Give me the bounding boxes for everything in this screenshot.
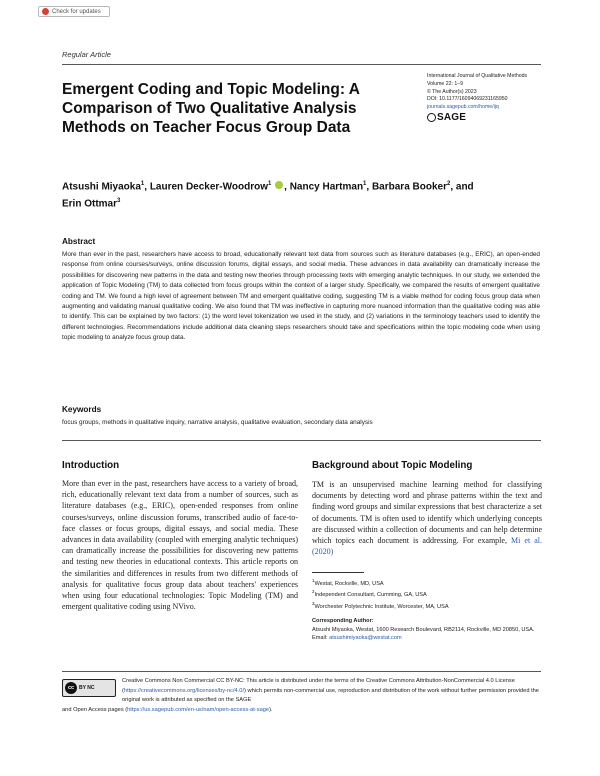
keywords-divider [62, 440, 541, 441]
author-list: Atsushi Miyaoka$^1$, Lauren Decker-Woodrow$^1$ , Nancy Hartman$^1$, Barbara Booker$^2$, and Erin Ottmar$^3$ [62, 181, 474, 210]
background-paragraph [312, 479, 542, 557]
license-text [122, 677, 542, 706]
orcid-icon[interactable] [275, 181, 283, 189]
updates-icon [42, 8, 49, 15]
license-text-continued [62, 706, 542, 716]
introduction-heading: Introduction [62, 460, 120, 471]
affiliation-text: Westat, Rockville, MD, USA [314, 580, 384, 587]
cc-license-logo[interactable] [62, 679, 116, 697]
abstract-text: More than ever in the past, researchers have access to broad, educationally relevant text data from sources such as literature databases (e.g., ERIC), an open-ended response from online courses/surveys, online discussion forums, digital essays, and social media. These advances in data availability can dramatically increase the possibilities for discovering new patterns in the data and testing new theories through processing texts with emerging analytic techniques. In our study, we extended the application of Topic Modeling (TM) to data collected from focus groups within the context of a larger study. Specifically, we compared the results of emergent qualitative coding and TM. We found a high level of agreement between TM and emergent qualitative coding, suggesting TM is a viable method for coding focus group data when augmenting and validating manual qualitative coding. We also found that TM was ineffective in capturing more nuanced information than the qualitative coding was able to identify. This can be explained by two factors: (1) the word level tokenization we used in the study, and (2) variations in the terminology teachers used to identify the different technologies. Recommendations include additional data cleaning steps researchers should take and specifications within the topic modeling code when using topic modeling to analyze focus group data. [62, 251, 540, 342]
article-title: Emergent Coding and Topic Modeling: A Comparison of Two Qualitative Analysis Methods on Teacher Focus Group Data [62, 81, 360, 136]
affiliation-marker: 3 [312, 600, 315, 606]
author-affiliation-marker: 1 [363, 181, 367, 187]
author-affiliation-marker: 1 [268, 181, 272, 187]
author-name: Barbara Booker [371, 181, 447, 193]
corresponding-author-email-row [312, 634, 542, 643]
citation-link[interactable]: Mi et al. (2020) [312, 536, 543, 557]
author-conjunction: and [455, 181, 474, 193]
background-heading: Background about Topic Modeling [312, 460, 473, 471]
sage-logo [427, 113, 547, 122]
introduction-text: More than ever in the past, researchers have access to a variety of broad, rich, educationally relevant text data from a number of sources, such as literature databases (e.g., ERIC), open-ended responses from online courses/surveys, online discussion forums, transcribed audio of face-to-face classes or focus groups, digital essays, and social media. These advances in data availability (coupled with emerging analytic techniques) can dramatically increase the possibilities for discovering new patterns and testing new theories in educational contexts. This article reports on the similarities and differences in results from two different methods of analysis for qualitative focus group data about teachers' experiences when using four educational technologies: Topic Modeling (TM) and emergent qualitative coding using NVivo. [62, 479, 298, 612]
header-divider [62, 64, 541, 65]
license-text-part: ). [269, 707, 273, 713]
author-affiliation-marker: 2 [446, 181, 451, 187]
email-link[interactable]: atsushimiyaoka@westat.com [329, 635, 402, 642]
author-name: Nancy Hartman [289, 181, 364, 193]
cc-terms-label: BY NC [79, 685, 95, 691]
background-text: TM is an unsupervised machine learning method for classifying documents by detecting word and phrase patterns within the text and finding word groups and similar expressions that best characterize a set of documents. TM is often used to identify which underlying concepts are discussed within a collection of documents and can help determine which topics each document is addressing. For example, [312, 480, 542, 546]
affiliation-item [312, 588, 542, 599]
journal-info [427, 73, 547, 122]
abstract-heading: Abstract [62, 237, 96, 246]
affiliations [312, 577, 542, 611]
affiliation-text: Independent Consultant, Cumming, GA, USA [314, 592, 427, 599]
email-label: Email: [312, 635, 328, 642]
corresponding-author-label: Corresponding Author: [312, 618, 374, 624]
license-link[interactable]: https://creativecommons.org/licenses/by-nc/4.0/ [123, 687, 245, 694]
keywords-heading: Keywords [62, 405, 102, 414]
corresponding-author-address: Atsushi Miyaoka, Westat, 1600 Research Boulevard, RB2114, Rockville, MD 20850, USA. [312, 626, 535, 633]
author-affiliation-marker: 1 [140, 181, 145, 187]
corresponding-author [312, 617, 542, 643]
sage-logo-icon [427, 113, 436, 122]
affiliation-marker: 2 [312, 589, 315, 595]
author-name: Atsushi Miyaoka [62, 181, 141, 193]
keywords-text: focus groups, methods in qualitative inquiry, narrative analysis, qualitative evaluation, secondary data analysis [62, 419, 373, 426]
affiliation-item [312, 600, 542, 611]
sage-logo-text: SAGE [437, 111, 467, 123]
open-access-link[interactable]: https://us.sagepub.com/en-us/nam/open-access-at-sage [127, 707, 270, 713]
author-name: Erin Ottmar [62, 198, 118, 210]
journal-volume: Volume 22: 1–9 [427, 80, 464, 87]
journal-doi[interactable]: DOI: 10.1177/16094069231165950 [427, 96, 508, 103]
affiliation-item [312, 577, 542, 588]
journal-url[interactable]: journals.sagepub.com/home/ijq [427, 104, 499, 111]
journal-copyright: © The Author(s) 2023 [427, 88, 477, 95]
license-text-part: and Open Access pages ( [62, 707, 128, 713]
author-name: Lauren Decker-Woodrow [149, 181, 268, 193]
license-divider [62, 671, 541, 672]
journal-name: International Journal of Qualitative Methods [427, 73, 528, 79]
check-for-updates-badge[interactable] [38, 6, 110, 17]
cc-icon: cc [65, 682, 77, 694]
license-text-part: Creative Commons Non Commercial CC BY-NC: This article is distributed under the terms of the Creative Commons Attribution-NonCommercial 4.0 License ( [122, 678, 515, 694]
license-text-part: ) which permits non-commercial use, reproduction and distribution of the work without further permission provided the original work is attributed as specified on the SAGE [122, 687, 539, 704]
affiliation-divider [312, 572, 364, 573]
article-type: Regular Article [62, 50, 111, 59]
affiliation-text: Worchester Polytechnic Institute, Worcester, MA, USA [314, 603, 449, 610]
author-affiliation-marker: 3 [117, 198, 121, 205]
check-for-updates-label: Check for updates [52, 8, 101, 15]
affiliation-marker: 1 [312, 578, 315, 583]
